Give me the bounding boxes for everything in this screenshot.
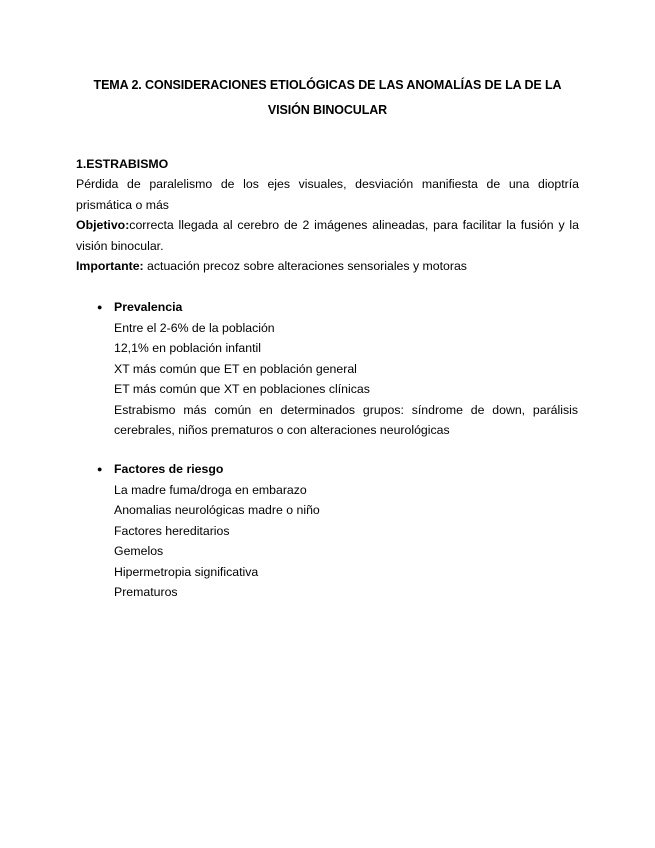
section-heading: 1.ESTRABISMO — [76, 157, 169, 171]
prevalencia-heading-text: Prevalencia — [114, 300, 183, 314]
list-item: La madre fuma/droga en embarazo — [114, 482, 307, 497]
factores-list — [97, 459, 578, 603]
list-item: Hipermetropia significativa — [114, 564, 259, 579]
factores-heading — [97, 459, 578, 480]
list-item: Prematuros — [114, 585, 178, 599]
list-item: XT más común que ET en población general — [114, 361, 357, 376]
factores-heading-text: Factores de riesgo — [114, 462, 224, 476]
list-item: Entre el 2-6% de la población — [114, 320, 275, 335]
bullet-icon: ● — [97, 302, 103, 312]
objective-text: correcta llegada al cerebro de 2 imágenes alineadas, para facilitar la fusión y la visión binocular. — [76, 218, 579, 253]
list-item: Factores hereditarios — [114, 523, 230, 538]
document-title: TEMA 2. CONSIDERACIONES ETIOLÓGICAS DE LAS ANOMALÍAS DE LA DE LA VISIÓN BINOCULAR — [93, 78, 562, 117]
objective-paragraph — [76, 215, 579, 256]
list-item: Estrabismo más común en determinados grupos: síndrome de down, parálisis cerebrales, niños prematuros o con alteraciones neurológicas — [114, 402, 578, 437]
bullet-icon: ● — [97, 464, 103, 474]
list-item: ET más común que XT en poblaciones clínicas — [114, 382, 370, 396]
list-item: Anomalias neurológicas madre o niño — [114, 503, 320, 517]
important-paragraph — [76, 256, 579, 277]
objective-label: Objetivo: — [76, 218, 130, 232]
prevalencia-list — [97, 297, 578, 441]
important-text: actuación precoz sobre alteraciones sensoriales y motoras — [143, 259, 467, 273]
list-item: Gemelos — [114, 544, 164, 558]
definition-paragraph: Pérdida de paralelismo de los ejes visuales, desviación manifiesta de una dioptría prismática o más — [76, 177, 579, 212]
important-label: Importante: — [76, 259, 144, 273]
prevalencia-heading — [97, 297, 578, 318]
list-item: 12,1% en población infantil — [114, 341, 261, 355]
